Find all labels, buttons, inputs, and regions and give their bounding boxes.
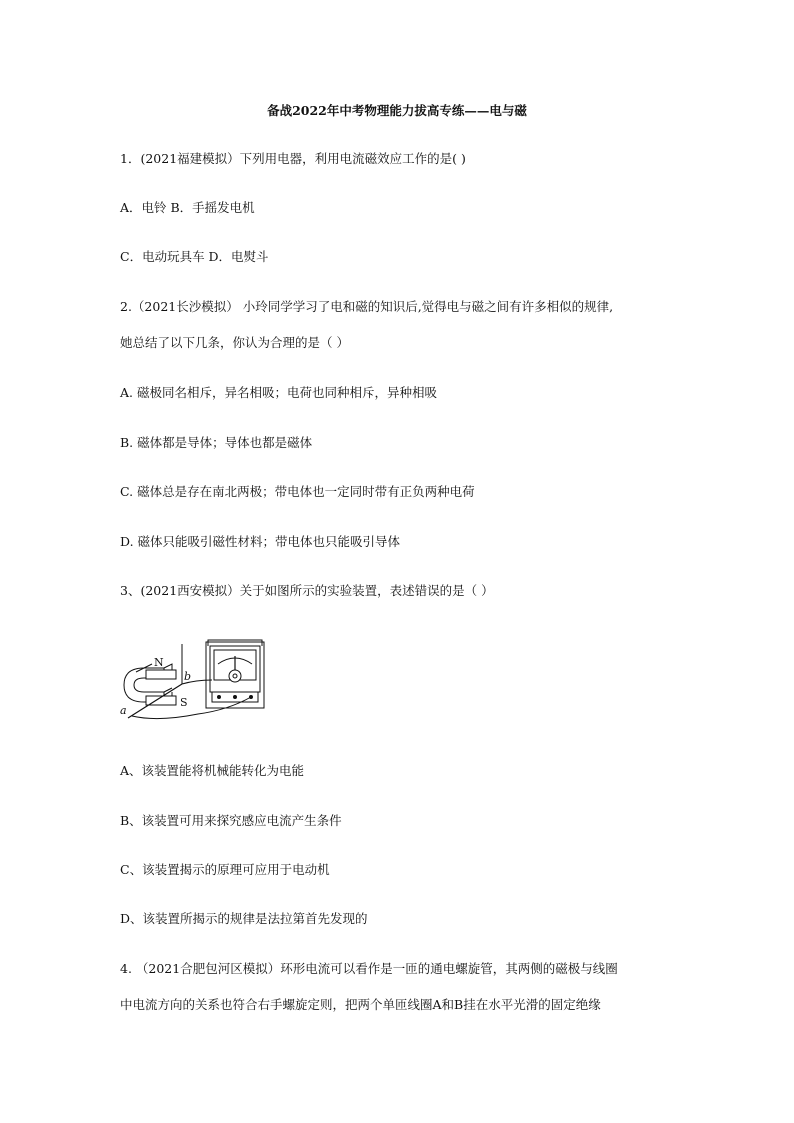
question-3-option-d: D、该装置所揭示的规律是法拉第首先发现的 — [120, 911, 368, 926]
question-2-option-c: C. 磁体总是存在南北两极；带电体也一定同时带有正负两种电荷 — [120, 484, 475, 499]
label-b: b — [184, 670, 192, 683]
galvanometer-dial — [229, 670, 241, 682]
question-1-stem: 1．(2021福建模拟）下列用电器，利用电流磁效应工作的是( ) — [120, 151, 466, 166]
experiment-figure — [118, 634, 270, 722]
question-2-option-a: A. 磁极同名相斥，异名相吸；电荷也同种相斥，异种相吸 — [120, 385, 437, 400]
question-1-options-cd: C．电动玩具车 D．电熨斗 — [120, 249, 269, 264]
label-a: a — [120, 704, 127, 717]
question-2-stem-line-2: 她总结了以下几条，你认为合理的是（ ） — [120, 335, 349, 350]
question-2-option-d: D. 磁体只能吸引磁性材料；带电体也只能吸引导体 — [120, 534, 401, 549]
question-4-stem-line-1: 4. （2021合肥包河区模拟）环形电流可以看作是一匝的通电螺旋管，其两侧的磁极与线圈 — [120, 961, 618, 976]
question-3-option-b: B、该装置可用来探究感应电流产生条件 — [120, 813, 342, 828]
n-pole-block — [146, 670, 176, 679]
label-s: S — [180, 696, 188, 709]
question-1-options-ab: A．电铃 B．手摇发电机 — [120, 200, 255, 215]
question-3-option-c: C、该装置揭示的原理可应用于电动机 — [120, 862, 330, 877]
page-title: 备战2022年中考物理能力拔高专练——电与磁 — [267, 103, 527, 118]
label-n: N — [154, 656, 164, 669]
question-4-stem-line-2: 中电流方向的关系也符合右手螺旋定则，把两个单匝线圈A和B挂在水平光滑的固定绝缘 — [120, 997, 601, 1012]
question-2-stem-line-1: 2.（2021长沙模拟） 小玲同学学习了电和磁的知识后,觉得电与磁之间有许多相似的规律, — [120, 299, 614, 314]
question-3-stem: 3、(2021西安模拟）关于如图所示的实验装置，表述错误的是（ ） — [120, 583, 494, 598]
question-2-option-b: B. 磁体都是导体；导体也都是磁体 — [120, 435, 313, 450]
question-3-option-a: A、该装置能将机械能转化为电能 — [120, 763, 305, 778]
